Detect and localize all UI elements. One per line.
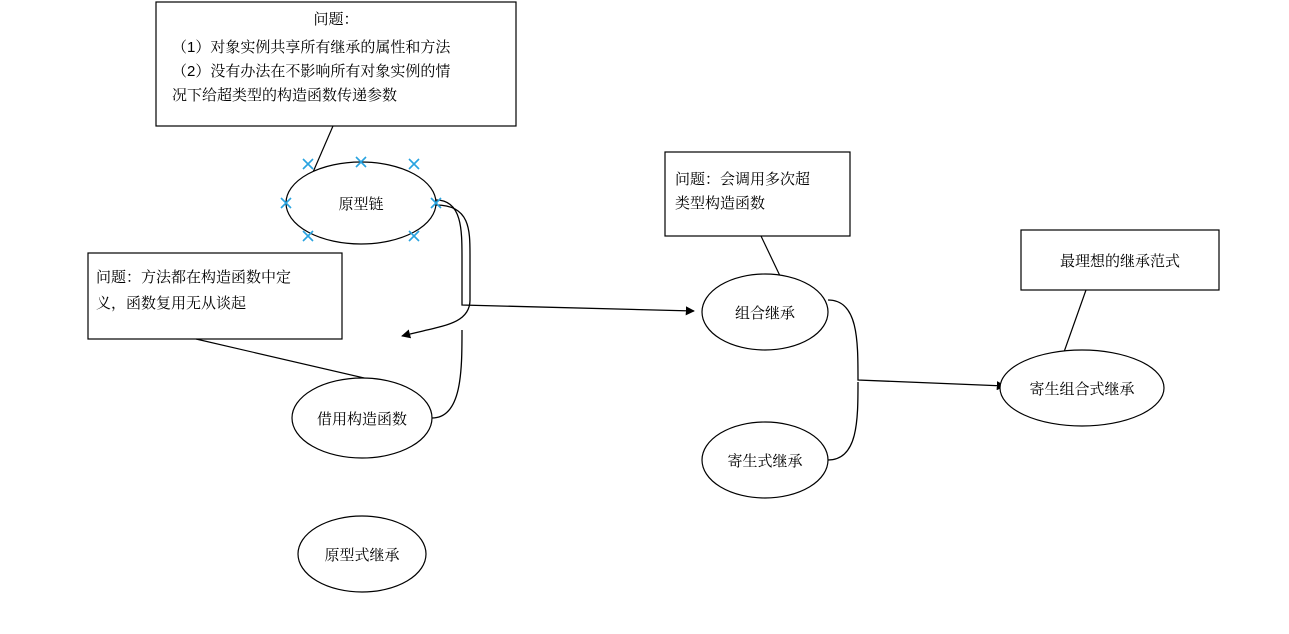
node-borrow-constructor-label: 借用构造函数 <box>316 411 408 428</box>
handle-top-right-icon[interactable] <box>409 159 419 169</box>
note-prototype-chain-line-2: （1）对象实例共享所有继承的属性和方法 <box>172 39 451 56</box>
note-combination-inheritance-line-2: 类型构造函数 <box>675 195 766 212</box>
edge-borrow-constructor-join <box>432 330 462 418</box>
node-parasitic-combination-inheritance-label: 寄生组合式继承 <box>1029 381 1135 398</box>
note-borrow-constructor-line-2: 义，函数复用无从谈起 <box>96 295 247 312</box>
node-prototype-chain[interactable] <box>286 162 436 244</box>
note-borrow-constructor[interactable] <box>88 253 342 339</box>
handle-top-left-icon[interactable] <box>303 159 313 169</box>
edge-to-parasitic-combination-inheritance <box>828 300 1005 386</box>
leader-note-parasitic-combination <box>1064 290 1086 352</box>
note-parasitic-combination-line-1: 最理想的继承范式 <box>1059 253 1181 270</box>
note-borrow-constructor-line-1: 问题：方法都在构造函数中定 <box>96 269 292 286</box>
edge-to-combination-inheritance <box>436 200 694 311</box>
note-prototype-chain-line-1: 问题： <box>313 11 359 28</box>
note-prototype-chain-line-4: 况下给超类型的构造函数传递参数 <box>172 87 398 104</box>
note-combination-inheritance[interactable] <box>665 152 850 236</box>
leader-note-combination-inheritance <box>761 236 781 278</box>
node-prototypal-inheritance-label: 原型式继承 <box>324 547 400 564</box>
node-parasitic-combination-inheritance[interactable] <box>1000 350 1164 426</box>
node-combination-inheritance[interactable] <box>702 274 828 350</box>
node-parasitic-inheritance-label: 寄生式继承 <box>727 453 803 470</box>
leader-note-borrow-constructor <box>196 339 390 384</box>
edge-parasitic-inheritance-join <box>828 382 858 460</box>
node-combination-inheritance-label: 组合继承 <box>734 305 796 322</box>
node-borrow-constructor[interactable] <box>292 378 432 458</box>
note-prototype-chain-line-3: （2）没有办法在不影响所有对象实例的情 <box>172 63 451 80</box>
node-prototypal-inheritance[interactable] <box>298 516 426 592</box>
note-prototype-chain[interactable] <box>156 2 516 126</box>
node-parasitic-inheritance[interactable] <box>702 422 828 498</box>
note-combination-inheritance-line-1: 问题：会调用多次超 <box>675 171 811 188</box>
node-prototype-chain-label: 原型链 <box>338 196 384 213</box>
note-parasitic-combination[interactable] <box>1021 230 1219 290</box>
